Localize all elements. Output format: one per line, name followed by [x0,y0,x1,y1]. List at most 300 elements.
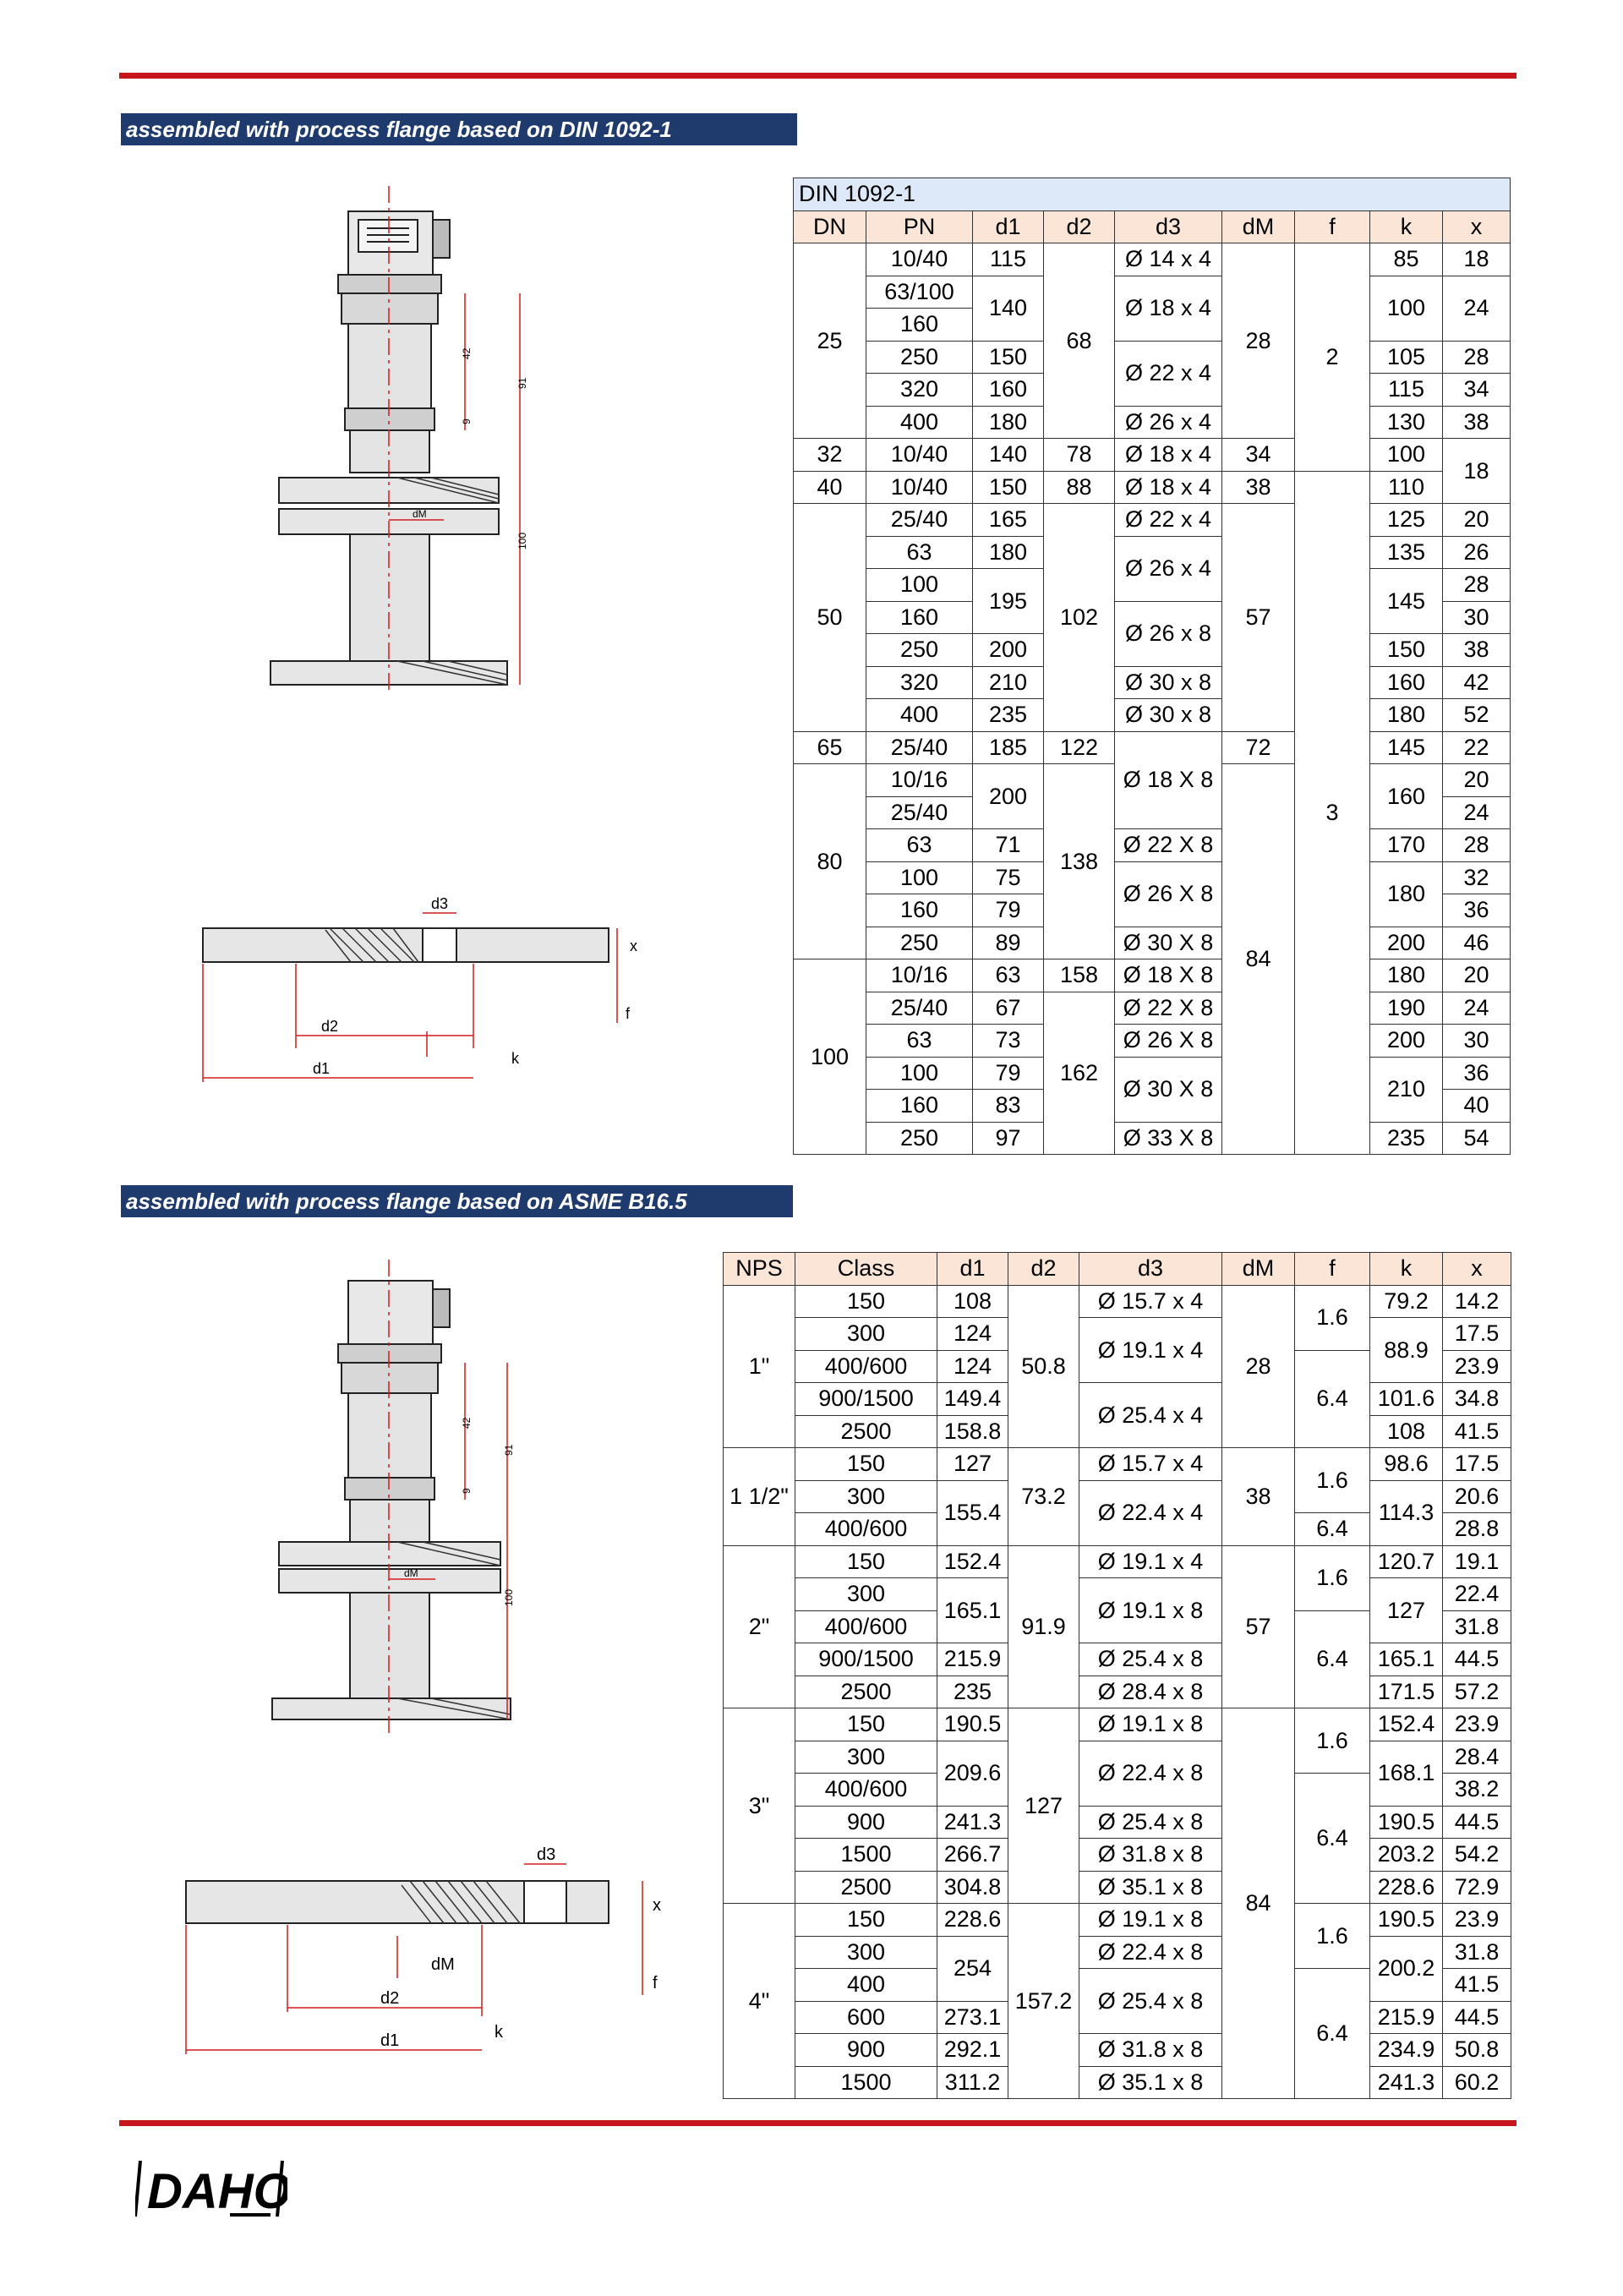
daho-logo [135,2156,287,2228]
asme-table-cell: 1.6 [1295,1904,1370,1969]
asme-table-cell: 127 [1008,1708,1079,1904]
asme-table-cell: 54.2 [1443,1839,1511,1872]
din-section-title: assembled with process flange based on DIN 1092-1 [121,113,797,145]
din-table-cell: 30 [1443,601,1511,634]
din-table-cell: 122 [1044,731,1115,764]
din-table-cell: 10/16 [866,959,973,992]
asme-table-cell: 28.4 [1443,1741,1511,1774]
asme-dm-label: dM [404,1567,418,1579]
asme-table-cell: 60.2 [1443,2066,1511,2099]
asme-table-cell: 124 [937,1318,1008,1351]
asme-table-cell: 155.4 [937,1480,1008,1545]
asme-table-cell: 152.4 [1370,1708,1443,1741]
dim-91-label: 91 [516,377,528,389]
asme-table-cell: 165.1 [1370,1643,1443,1676]
x-label: x [630,938,637,954]
din-table-cell: 38 [1443,406,1511,439]
din-table-cell: 400 [866,699,973,732]
din-table-cell: 34 [1222,439,1295,472]
asme-table-cell: 44.5 [1443,1806,1511,1839]
din-table-cell: 200 [1370,927,1443,959]
din-header-cell: f [1295,210,1370,243]
asme-table-cell: 6.4 [1295,1513,1370,1546]
asme-table-cell: Ø 35.1 x 8 [1079,1871,1222,1904]
asme-table-cell: Ø 31.8 x 8 [1079,2034,1222,2067]
din-table-cell: 160 [973,374,1044,407]
asme-table-cell: 41.5 [1443,1969,1511,2002]
asme-header-cell: f [1295,1253,1370,1286]
din-table-cell: 235 [973,699,1044,732]
din-table-cell: Ø 26 X 8 [1115,1025,1222,1058]
asme-table-cell: 50.8 [1008,1285,1079,1448]
din-table-cell: 20 [1443,504,1511,537]
asme-table-cell: 273.1 [937,2001,1008,2034]
asme-table-cell: 190.5 [1370,1806,1443,1839]
din-table-cell: 79 [973,894,1044,927]
asme-table-cell: 300 [795,1480,937,1513]
din-table-cell: 100 [866,861,973,894]
din-table-cell: 84 [1222,764,1295,1155]
din-table-cell: 180 [1370,959,1443,992]
asme-table-cell: 215.9 [937,1643,1008,1676]
din-table-cell: 18 [1443,439,1511,504]
asme-d3-label: d3 [537,1845,556,1864]
asme-table-cell: 234.9 [1370,2034,1443,2067]
asme-table-cell: 900/1500 [795,1643,937,1676]
asme-table-cell: 400/600 [795,1774,937,1807]
din-table-cell: 140 [973,276,1044,341]
din-table-cell: Ø 14 x 4 [1115,243,1222,276]
asme-table-cell: 2500 [795,1415,937,1448]
din-table-cell: 150 [973,471,1044,504]
d1-label: d1 [313,1060,331,1077]
din-header-cell: k [1370,210,1443,243]
din-table-cell: 72 [1222,731,1295,764]
asme-header-cell: NPS [724,1253,795,1286]
din-table-cell: 250 [866,341,973,374]
din-table-cell: 38 [1222,471,1295,504]
din-table-row [794,471,1511,504]
asme-table-cell: Ø 22.4 x 8 [1079,1936,1222,1969]
asme-table-cell: 38.2 [1443,1774,1511,1807]
k-label: k [511,1050,519,1067]
din-table-cell: 115 [973,243,1044,276]
asme-table-row [724,1383,1511,1416]
din-table-cell: Ø 26 X 8 [1115,861,1222,927]
asme-table-cell: 241.3 [1370,2066,1443,2099]
din-table-cell: 130 [1370,406,1443,439]
asme-table-cell: 900 [795,1806,937,1839]
asme-table-cell: 17.5 [1443,1318,1511,1351]
asme-table-cell: Ø 25.4 x 8 [1079,1969,1222,2034]
asme-table-cell: Ø 25.4 x 8 [1079,1806,1222,1839]
asme-table-cell: Ø 19.1 x 8 [1079,1708,1222,1741]
asme-table-cell: 168.1 [1370,1741,1443,1806]
din-table-cell: 67 [973,992,1044,1025]
asme-table-cell: 304.8 [937,1871,1008,1904]
asme-table-cell: 400/600 [795,1350,937,1383]
din-table-cell: 235 [1370,1122,1443,1155]
din-table-row [794,666,1511,699]
asme-table-cell: 44.5 [1443,2001,1511,2034]
din-table-cell: 160 [866,894,973,927]
asme-table-cell: 149.4 [937,1383,1008,1416]
din-sensor-drawing [254,186,575,710]
din-header-cell: d2 [1044,210,1115,243]
din-table-cell: 97 [973,1122,1044,1155]
asme-header-row [724,1253,1511,1286]
asme-table-cell: 300 [795,1578,937,1611]
din-table-cell: 10/40 [866,243,973,276]
asme-table-cell: 254 [937,1936,1008,2001]
asme-table-cell: 120.7 [1370,1545,1443,1578]
din-table-cell: Ø 30 x 8 [1115,699,1222,732]
asme-table-cell: 150 [795,1708,937,1741]
asme-table-cell: 6.4 [1295,1774,1370,1904]
asme-table-cell: 127 [1370,1578,1443,1643]
din-table-row [794,439,1511,472]
asme-table-cell: 17.5 [1443,1448,1511,1481]
din-table-cell: 68 [1044,243,1115,439]
asme-table-cell: 28.8 [1443,1513,1511,1546]
dim-100-label: 100 [516,532,528,549]
asme-table-cell: 124 [937,1350,1008,1383]
din-table-cell: 63 [973,959,1044,992]
asme-table-row [724,1285,1511,1318]
asme-flange-drawing [178,1826,702,2063]
asme-k-label: k [495,2023,503,2042]
asme-table-cell: 84 [1222,1708,1295,2099]
din-table-cell: 102 [1044,504,1115,732]
asme-table-cell: 190.5 [1370,1904,1443,1937]
din-table-cell: 28 [1443,829,1511,862]
asme-table-cell: Ø 15.7 x 4 [1079,1285,1222,1318]
din-table-cell: 210 [1370,1057,1443,1122]
asme-table-cell: 300 [795,1318,937,1351]
din-table-cell: 10/40 [866,471,973,504]
asme-table-cell: 400 [795,1969,937,2002]
din-table-cell: 162 [1044,992,1115,1155]
din-table-cell: 26 [1443,536,1511,569]
din-table-cell: 110 [1370,471,1443,504]
asme-table-row [724,2066,1511,2099]
din-table-cell: 63 [866,829,973,862]
din-table-cell: 73 [973,1025,1044,1058]
asme-table-cell: 3" [724,1708,795,1904]
din-table-cell: 165 [973,504,1044,537]
asme-table-row [724,1545,1511,1578]
din-table-cell: 250 [866,634,973,667]
asme-table-cell: 23.9 [1443,1708,1511,1741]
asme-table-cell: 88.9 [1370,1318,1443,1383]
din-table-cell: 180 [973,536,1044,569]
din-table-cell: 25/40 [866,504,973,537]
asme-table-cell: 266.7 [937,1839,1008,1872]
asme-table-cell: 200.2 [1370,1936,1443,2001]
asme-table-cell: 241.3 [937,1806,1008,1839]
asme-header-cell: d1 [937,1253,1008,1286]
asme-table-cell: 23.9 [1443,1350,1511,1383]
din-table-row [794,1025,1511,1058]
asme-table-cell: 34.8 [1443,1383,1511,1416]
asme-table-cell: 4" [724,1904,795,2099]
din-table-cell: 22 [1443,731,1511,764]
asme-table-cell: 31.8 [1443,1936,1511,1969]
din-table-cell: 38 [1443,634,1511,667]
asme-x-label: x [653,1896,661,1915]
asme-table-cell: 38 [1222,1448,1295,1546]
din-table-cell: 180 [1370,861,1443,927]
din-table-cell: Ø 26 x 4 [1115,406,1222,439]
asme-table-cell: 2500 [795,1871,937,1904]
asme-table-cell: 300 [795,1741,937,1774]
asme-table-row [724,1578,1511,1611]
din-table-cell: 63/100 [866,276,973,309]
din-table-cell: 20 [1443,959,1511,992]
asme-table-cell: 72.9 [1443,1871,1511,1904]
asme-table-cell: 152.4 [937,1545,1008,1578]
asme-table-cell: 91.9 [1008,1545,1079,1708]
din-table-cell: Ø 33 X 8 [1115,1122,1222,1155]
din-table-row [794,406,1511,439]
asme-dim-9-label: 9 [461,1488,473,1494]
asme-table-cell: Ø 22.4 x 4 [1079,1480,1222,1545]
din-header-cell: DN [794,210,866,243]
din-table-row [794,276,1511,309]
din-table-cell: Ø 18 X 8 [1115,731,1222,829]
asme-table-cell: Ø 31.8 x 8 [1079,1839,1222,1872]
asme-table-cell: Ø 28.4 x 8 [1079,1676,1222,1708]
din-table-cell: 180 [973,406,1044,439]
asme-table-row [724,1871,1511,1904]
asme-table-cell: 150 [795,1545,937,1578]
din-table-cell: 89 [973,927,1044,959]
asme-header-cell: d2 [1008,1253,1079,1286]
din-table-cell: 100 [794,959,866,1155]
asme-table-cell: 57.2 [1443,1676,1511,1708]
asme-table-cell: 300 [795,1936,937,1969]
din-table-row [794,861,1511,894]
asme-table-cell: 20.6 [1443,1480,1511,1513]
d3-label: d3 [431,895,449,912]
asme-table-row [724,1936,1511,1969]
din-table-cell: 170 [1370,829,1443,862]
asme-table-cell: Ø 19.1 x 8 [1079,1578,1222,1643]
din-table-cell: 125 [1370,504,1443,537]
din-table-cell: 250 [866,1122,973,1155]
asme-table-row [724,1318,1511,1351]
asme-table-cell: Ø 19.1 x 8 [1079,1904,1222,1937]
din-table-cell: 78 [1044,439,1115,472]
asme-header-cell: d3 [1079,1253,1222,1286]
din-table-cell: 2 [1295,243,1370,472]
asme-table-cell: Ø 35.1 x 8 [1079,2066,1222,2099]
din-table-cell: 150 [1370,634,1443,667]
dim-42-label: 42 [461,347,473,359]
asme-table-cell: 2" [724,1545,795,1708]
asme-table-cell: 1" [724,1285,795,1448]
dim-9-label: 9 [461,418,473,424]
din-table-cell: 105 [1370,341,1443,374]
din-table-cell: 65 [794,731,866,764]
din-table-cell: 32 [1443,861,1511,894]
din-table-cell: 25/40 [866,731,973,764]
din-table-cell: 140 [973,439,1044,472]
din-table-cell: 80 [794,764,866,959]
asme-table-cell: 171.5 [1370,1676,1443,1708]
din-header-cell: dM [1222,210,1295,243]
din-table-cell: 400 [866,406,973,439]
din-table-cell: 138 [1044,764,1115,959]
din-table-cell: Ø 22 x 4 [1115,341,1222,406]
asme-table-cell: 41.5 [1443,1415,1511,1448]
asme-table-cell: 19.1 [1443,1545,1511,1578]
din-table-cell: 88 [1044,471,1115,504]
asme-d1-label: d1 [380,2031,400,2050]
asme-table-row [724,1448,1511,1481]
asme-table-cell: 14.2 [1443,1285,1511,1318]
asme-table-row [724,1480,1511,1513]
f-label: f [626,1005,631,1022]
asme-table-cell: 157.2 [1008,1904,1079,2099]
asme-table-cell: 1.6 [1295,1545,1370,1610]
asme-dim-42-label: 42 [461,1417,473,1429]
asme-table-cell: 203.2 [1370,1839,1443,1872]
din-table-cell: Ø 18 x 4 [1115,276,1222,341]
asme-table-cell: 400/600 [795,1610,937,1643]
asme-table-cell: 209.6 [937,1741,1008,1806]
asme-table-cell: Ø 25.4 x 4 [1079,1383,1222,1448]
din-table-row [794,536,1511,569]
din-header-cell: d1 [973,210,1044,243]
asme-dim-91-label: 91 [503,1444,515,1456]
asme-table-cell: 215.9 [1370,2001,1443,2034]
asme-table-cell: 1.6 [1295,1285,1370,1350]
asme-sensor-drawing [254,1260,541,1750]
asme-section-title: assembled with process flange based on ASME B16.5 [121,1185,793,1217]
asme-header-cell: x [1443,1253,1511,1286]
din-table-cell: 210 [973,666,1044,699]
din-table-row [794,959,1511,992]
din-table-cell: Ø 30 X 8 [1115,1057,1222,1122]
asme-table-cell: 400/600 [795,1513,937,1546]
asme-table-cell: Ø 25.4 x 8 [1079,1643,1222,1676]
asme-header-cell: dM [1222,1253,1295,1286]
din-table-row [794,1057,1511,1090]
din-table-row [794,731,1511,764]
din-header-cell: PN [866,210,973,243]
asme-table-cell: 1.6 [1295,1708,1370,1774]
din-table-cell: 145 [1370,569,1443,634]
din-table-row [794,1122,1511,1155]
din-table-cell: 75 [973,861,1044,894]
asme-table-cell: 101.6 [1370,1383,1443,1416]
din-table-cell: 190 [1370,992,1443,1025]
din-table-row [794,699,1511,732]
din-table-cell: 160 [1370,764,1443,829]
asme-table-cell: 150 [795,1904,937,1937]
bottom-red-rule [119,2120,1516,2126]
din-table-cell: 40 [794,471,866,504]
asme-table-cell: 2500 [795,1676,937,1708]
din-table-cell: 100 [1370,276,1443,341]
logo-text: DAHO [147,2164,287,2219]
din-table-row [794,243,1511,276]
asme-d2-label: d2 [380,1989,400,2008]
asme-table-cell: Ø 22.4 x 8 [1079,1741,1222,1806]
din-table-cell: Ø 18 x 4 [1115,471,1222,504]
asme-table-cell: 1.6 [1295,1448,1370,1513]
asme-table-cell: 108 [937,1285,1008,1318]
din-table-cell: Ø 22 X 8 [1115,829,1222,862]
top-red-rule [119,73,1516,79]
asme-table-cell: 311.2 [937,2066,1008,2099]
din-table-row [794,341,1511,374]
asme-table-body [724,1285,1511,2099]
asme-dm-label-2: dM [431,1955,455,1974]
din-header-row [794,210,1511,243]
asme-table-cell: 98.6 [1370,1448,1443,1481]
asme-table-cell: 114.3 [1370,1480,1443,1545]
din-table-cell: 200 [973,764,1044,829]
din-table-cell: 135 [1370,536,1443,569]
asme-table-cell: 108 [1370,1415,1443,1448]
din-table-cell: 25/40 [866,992,973,1025]
din-table-cell: Ø 30 x 8 [1115,666,1222,699]
asme-table-cell: 57 [1222,1545,1295,1708]
din-table-cell: 54 [1443,1122,1511,1155]
dm-label: dM [413,508,427,520]
din-table-cell: 180 [1370,699,1443,732]
din-table-cell: 63 [866,1025,973,1058]
asme-table-row [724,1904,1511,1937]
din-table [793,178,1511,1155]
asme-table-cell: 1500 [795,2066,937,2099]
asme-f-label: f [653,1974,658,1993]
asme-table [723,1252,1511,2099]
din-table-cell: 160 [866,309,973,342]
asme-table-cell: Ø 19.1 x 4 [1079,1318,1222,1383]
din-table-cell: 24 [1443,796,1511,829]
din-flange-drawing [194,879,702,1091]
din-table-cell: 10/16 [866,764,973,797]
asme-table-cell: 6.4 [1295,1610,1370,1708]
asme-table-row [724,1741,1511,1774]
din-table-cell: 36 [1443,894,1511,927]
din-table-cell: Ø 26 x 8 [1115,601,1222,666]
asme-header-cell: Class [795,1253,937,1286]
din-table-cell: 40 [1443,1090,1511,1123]
din-table-row [794,829,1511,862]
asme-table-cell: 1 1/2" [724,1448,795,1546]
din-table-cell: 85 [1370,243,1443,276]
asme-table-cell: 150 [795,1285,937,1318]
din-table-cell: Ø 22 X 8 [1115,992,1222,1025]
din-table-cell: 100 [866,569,973,602]
din-table-row [794,992,1511,1025]
din-table-cell: 24 [1443,276,1511,341]
din-table-cell: 320 [866,374,973,407]
din-table-cell: 24 [1443,992,1511,1025]
asme-table-cell: 73.2 [1008,1448,1079,1546]
din-table-cell: 25 [794,243,866,439]
asme-table-cell: 6.4 [1295,1350,1370,1448]
din-table-cell: 28 [1443,341,1511,374]
din-table-cell: 25/40 [866,796,973,829]
din-table-cell: 42 [1443,666,1511,699]
din-table-cell: 100 [866,1057,973,1090]
asme-table-cell: 600 [795,2001,937,2034]
